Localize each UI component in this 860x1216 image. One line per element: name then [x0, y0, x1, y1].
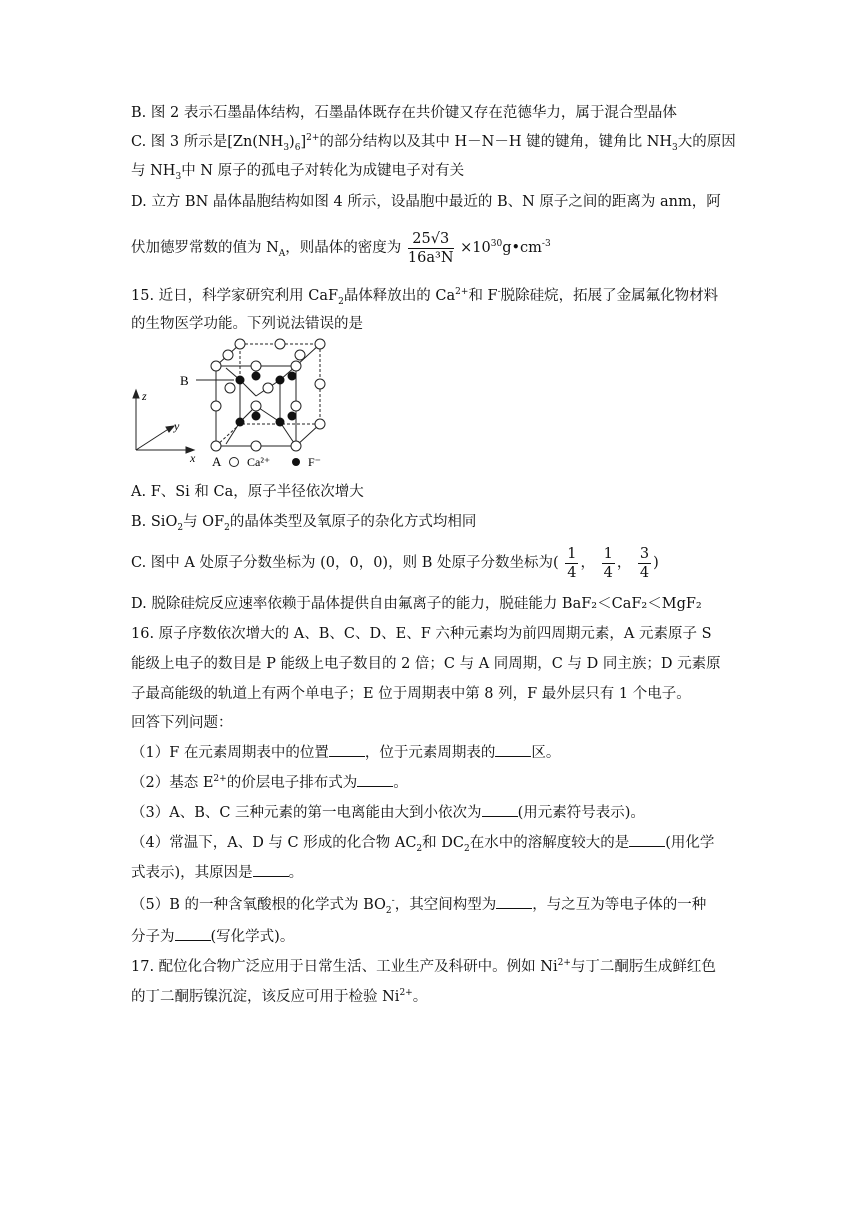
text: 的部分结构以及其中 H－N－H 键的键角，键角比 NH — [319, 134, 673, 150]
sub: 2 — [224, 522, 230, 533]
text: 式表示)，其原因是 — [131, 865, 253, 881]
line-q15C: C. 图中 A 处原子分数坐标为 (0，0，0)，则 B 处原子分数坐标为( $\frac{1}{4}$ ， $\frac{1}{4}$ ， $\frac{3}{4}$ ) — [131, 545, 659, 581]
text: 与丁二酮肟生成鲜红色 — [570, 959, 716, 975]
text: 伏加德罗常数的值为 N — [131, 240, 279, 256]
answer-blank[interactable] — [253, 862, 289, 877]
label-A: A — [212, 454, 222, 469]
text: （4）常温下，A、D 与 C 形成的化合物 AC — [131, 835, 417, 851]
line-q16-s1 — [131, 742, 560, 763]
text: B. SiO — [131, 514, 178, 530]
text: 与 OF — [183, 514, 225, 530]
line-optD-1: D. 立方 BN 晶体晶胞结构如图 4 所示，设晶胞中最近的 B、N 原子之间的距离为 anm，阿 — [131, 194, 721, 210]
text: 与 NH — [131, 163, 176, 179]
den: 4 — [639, 564, 650, 581]
legend-ca: Ca²⁺ — [247, 455, 271, 469]
line-q16-s4b — [131, 862, 303, 883]
text: 15. 近日，科学家研究利用 CaF — [131, 288, 339, 304]
axis-y: y — [174, 419, 180, 433]
answer-blank[interactable] — [175, 926, 211, 941]
sub: 3 — [283, 142, 290, 153]
fraction — [565, 545, 578, 582]
text: ，位于元素周期表的 — [364, 745, 496, 761]
text: 大的原因 — [677, 134, 736, 150]
den: 4 — [567, 564, 577, 581]
num: 1 — [567, 545, 577, 562]
text: 和 DC — [422, 835, 464, 851]
text: 在水中的溶解度较大的是 — [469, 835, 630, 851]
answer-blank[interactable] — [496, 894, 532, 909]
text: （2）基态 E — [131, 775, 214, 791]
sup: 2+ — [213, 774, 227, 785]
text: 的价层电子排布式为 — [226, 775, 358, 791]
text: ，其空间构型为 — [394, 897, 497, 913]
legend-f: F⁻ — [308, 455, 322, 469]
line-q15A: A. F、Si 和 Ca，原子半径依次增大 — [131, 484, 364, 500]
line-q17-1 — [131, 957, 716, 977]
text: ，与之互为等电子体的一种 — [532, 897, 707, 913]
line-q16-s5b — [131, 926, 294, 947]
density-fraction — [408, 230, 454, 267]
text: （3）A、B、C 三种元素的第一电离能由大到小依次为 — [131, 805, 482, 821]
line-optB: B. 图 2 表示石墨晶体结构，石墨晶体既存在共价键又存在范德华力，属于混合型晶体 — [131, 105, 677, 121]
sup: 2+ — [455, 287, 469, 298]
text: 分子为 — [131, 929, 175, 945]
text: ，则晶体的密度为 — [285, 240, 402, 256]
line-q16-s5a — [131, 894, 706, 915]
text: 脱除硅烷，拓展了金属氟化物材料 — [500, 288, 719, 304]
sub: 3 — [672, 142, 678, 153]
text: 。 — [288, 865, 304, 881]
text: ] — [300, 134, 307, 150]
sup: 2+ — [399, 988, 413, 999]
axis-x: x — [190, 451, 196, 465]
answer-blank[interactable] — [357, 772, 393, 787]
sup: 2+ — [557, 958, 571, 969]
text: 。 — [393, 775, 408, 791]
text: 和 F — [468, 288, 498, 304]
line-q16-3: 子最高能级的轨道上有两个单电子；E 位于周期表中第 8 列，F 最外层只有 1 个电子。 — [131, 686, 691, 702]
sub: A — [278, 248, 286, 259]
text: C. 图 3 所示是[Zn(NH — [131, 134, 284, 150]
line-q15-1 — [131, 286, 718, 306]
caf2-crystal-figure — [130, 338, 340, 470]
sub: 2 — [177, 522, 184, 533]
sub: 2 — [338, 296, 344, 307]
sub: 3 — [175, 171, 182, 182]
line-q15D: D. 脱除硅烷反应速率依赖于晶体提供自由氟离子的能力，脱硅能力 BaF₂＜CaF₂＜MgF₂ — [131, 596, 702, 612]
line-q17-2 — [131, 987, 427, 1007]
line-q15B — [131, 512, 476, 532]
text: 的丁二酮肟镍沉淀，该反应可用于检验 Ni — [131, 989, 400, 1005]
text: 的晶体类型及氧原子的杂化方式均相同 — [229, 514, 477, 530]
answer-blank[interactable] — [495, 742, 531, 757]
text: 区。 — [531, 745, 561, 761]
text: g•cm — [502, 240, 542, 256]
line-q16-s2 — [131, 772, 408, 793]
line-q16-2: 能级上电子的数目是 P 能级上电子数目的 2 倍；C 与 A 同周期，C 与 D 同主族；D 元素原 — [131, 656, 721, 672]
text: （5）B 的一种含氧酸根的化学式为 BO — [131, 897, 386, 913]
fraction — [638, 545, 651, 582]
line-optD-2 — [131, 228, 551, 268]
text: ×10 — [460, 240, 491, 256]
text: (用元素符号表示)。 — [517, 805, 645, 821]
text: (写化学式)。 — [210, 929, 295, 945]
text: ) — [289, 134, 295, 150]
axis-z: z — [142, 389, 147, 403]
den: 4 — [603, 564, 613, 581]
answer-blank[interactable] — [629, 832, 665, 847]
line-q16-4: 回答下列问题： — [131, 715, 233, 731]
line-q15-2: 的生物医学功能。下列说法错误的是 — [131, 316, 363, 332]
sub: 2 — [416, 843, 423, 854]
line-optC-2 — [131, 161, 464, 181]
sub: 6 — [294, 142, 301, 153]
sup: - — [497, 287, 501, 298]
sup: -3 — [541, 239, 551, 250]
num: 1 — [603, 545, 613, 562]
text: C. 图中 A 处原子分数坐标为 (0，0，0)，则 B 处原子分数坐标为( — [131, 555, 559, 571]
line-q16-1: 16. 原子序数依次增大的 A、B、C、D、E、F 六种元素均为前四周期元素，A 元素原子 S — [131, 626, 712, 642]
sup: - — [391, 896, 395, 907]
fraction-denominator: 16a³N — [407, 249, 454, 266]
line-optC-1 — [131, 132, 736, 152]
sub: 2 — [385, 905, 392, 916]
text: 17. 配位化合物广泛应用于日常生活、工业生产及科研中。例如 Ni — [131, 959, 558, 975]
fraction-numerator: 25√3 — [408, 230, 454, 249]
legend-f-icon — [292, 458, 300, 466]
answer-blank[interactable] — [329, 742, 365, 757]
text: 中 N 原子的孤电子对转化为成键电子对有关 — [181, 163, 465, 179]
legend-ca-icon — [230, 458, 239, 467]
text: 晶体释放出的 Ca — [343, 288, 456, 304]
fraction — [602, 545, 615, 582]
text: 。 — [412, 989, 428, 1005]
answer-blank[interactable] — [482, 802, 518, 817]
sup: 2+ — [306, 133, 320, 144]
sub: 2 — [464, 843, 470, 854]
num: 3 — [639, 545, 650, 562]
sup: 30 — [490, 239, 503, 250]
line-q16-s4a — [131, 832, 714, 853]
line-q16-s3 — [131, 802, 645, 823]
label-B: B — [180, 373, 189, 388]
text: （1）F 在元素周期表中的位置 — [131, 745, 329, 761]
text: (用化学 — [665, 835, 715, 851]
